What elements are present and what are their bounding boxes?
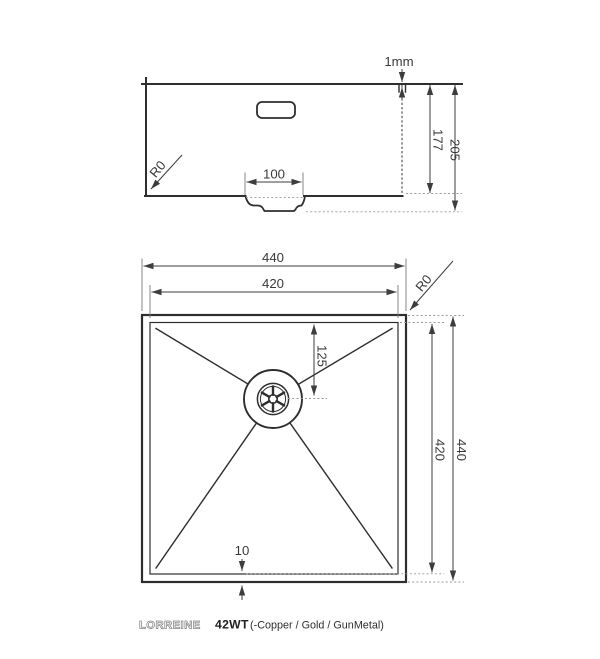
dim-label-drain-width: 100	[262, 166, 286, 182]
dim-label-depth: 177	[430, 128, 446, 152]
dim-label-inner-width: 420	[261, 276, 285, 291]
dim-label-rim: 10	[234, 543, 250, 558]
outer-rim	[142, 315, 406, 582]
model-number: 42WT	[215, 617, 249, 632]
dim-label-drain-offset: 125	[314, 344, 330, 368]
drain-profile	[246, 196, 306, 211]
dim-label-outer-width: 440	[261, 250, 285, 265]
caption	[139, 618, 384, 632]
dim-label-total-height: 205	[447, 138, 463, 162]
dim-label-1mm: 1mm	[384, 54, 414, 69]
finish-variants: (-Copper / Gold / GunMetal)	[250, 619, 384, 632]
bowl-diagonal-br	[290, 423, 392, 568]
side-view-drawing	[142, 54, 463, 212]
dim-label-radius-plan: R0	[412, 271, 435, 295]
plan-view-drawing	[142, 250, 469, 600]
dim-label-outer-height: 440	[454, 438, 469, 462]
dim-label-inner-height: 420	[432, 438, 448, 462]
dim-label-radius-side: R0	[146, 157, 169, 181]
overflow-slot	[257, 102, 295, 118]
brand-name: LORREINE	[139, 619, 201, 632]
inner-bowl	[150, 323, 398, 575]
bowl-diagonal-tl	[156, 329, 248, 385]
drain-strainer-icon	[244, 370, 302, 428]
bowl-diagonal-tr	[298, 329, 392, 385]
